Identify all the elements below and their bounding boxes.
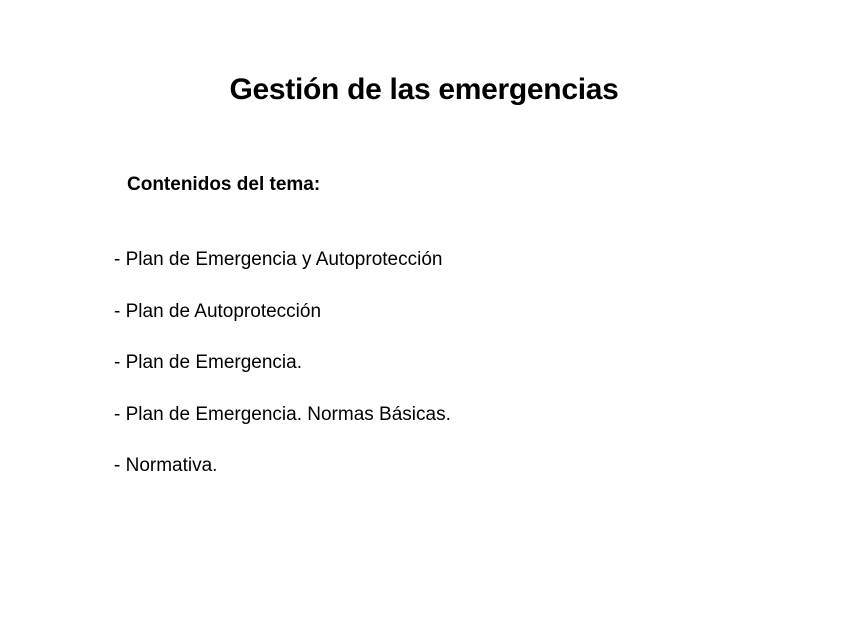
slide-title: Gestión de las emergencias xyxy=(229,73,619,106)
list-item: - Plan de Emergencia. xyxy=(114,352,302,373)
list-item: - Plan de Autoprotección xyxy=(114,300,322,322)
list-item: - Plan de Emergencia y Autoprotección xyxy=(114,249,443,270)
list-item: - Normativa. xyxy=(114,455,218,476)
slide-subtitle: Contenidos del tema: xyxy=(127,174,321,195)
contents-list xyxy=(114,247,451,505)
list-item: - Plan de Emergencia. Normas Básicas. xyxy=(114,403,451,425)
